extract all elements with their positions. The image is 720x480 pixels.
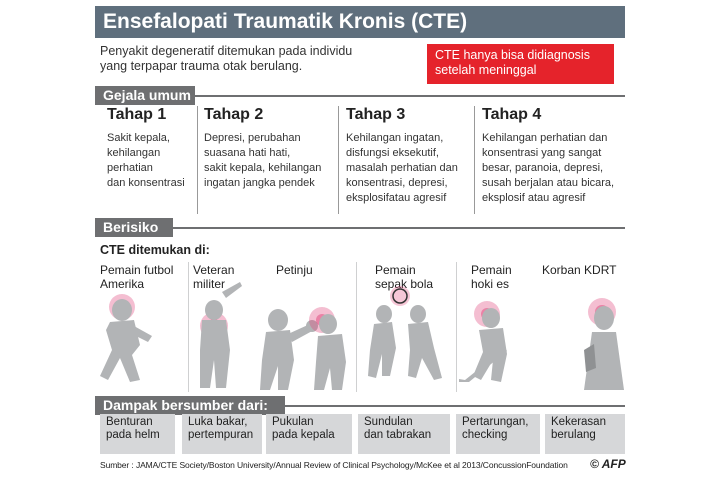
impact-item-line: Pukulan	[272, 416, 314, 428]
stage-4-line: besar, paranoia, depresi,	[482, 162, 604, 174]
football-player-icon	[100, 280, 180, 390]
category-label-line: Petinju	[276, 263, 313, 277]
impact-item-line: Luka bakar,	[188, 416, 248, 428]
symptoms-header-line	[195, 95, 625, 97]
stage-4-title: Tahap 4	[482, 106, 542, 123]
impact-item-line: Kekerasan	[551, 416, 606, 428]
hockey-player-icon	[455, 280, 530, 392]
stage-3-description	[346, 131, 474, 206]
stage-3	[346, 106, 474, 216]
category-label	[276, 263, 313, 277]
stage-4-line: konsentrasi yang sangat	[482, 147, 602, 159]
stage-divider	[474, 106, 475, 214]
impact-item-line: Sundulan	[364, 416, 413, 428]
infographic-title: Ensefalopati Traumatik Kronis (CTE)	[95, 6, 625, 38]
impact-item	[358, 414, 450, 454]
category-divider	[188, 262, 189, 392]
stage-1-line: perhatian	[107, 162, 153, 174]
category-label-line: Pemain	[375, 263, 416, 277]
stage-1-line: dan konsentrasi	[107, 177, 185, 189]
impact-item-line: berulang	[551, 429, 596, 441]
stage-3-title: Tahap 3	[346, 106, 406, 123]
stage-2-line: Depresi, perubahan	[204, 132, 301, 144]
impact-item	[182, 414, 262, 454]
diagnosis-alert	[427, 44, 614, 84]
impact-item-line: Benturan	[106, 416, 153, 428]
stage-2-line: suasana hati hati,	[204, 147, 291, 159]
impact-item	[266, 414, 352, 454]
risk-header-line	[173, 227, 625, 229]
stage-2	[204, 106, 338, 216]
stage-4	[482, 106, 627, 216]
stage-3-line: Kehilangan ingatan,	[346, 132, 444, 144]
category-label	[542, 263, 616, 277]
category-label-line: Veteran	[193, 263, 235, 277]
impact-item-line: checking	[462, 429, 508, 441]
stage-1	[107, 106, 199, 216]
stage-3-line: eksplosifatau agresif	[346, 192, 447, 204]
category-label-line: militer	[193, 277, 225, 291]
stage-2-line: ingatan jangka pendek	[204, 177, 315, 189]
category-label-line: Pemain	[471, 263, 512, 277]
impact-item	[456, 414, 540, 454]
subtitle-line-2: yang terpapar trauma otak berulang.	[100, 59, 303, 73]
stage-divider	[197, 106, 198, 214]
stage-4-line: susah berjalan atau bicara,	[482, 177, 615, 189]
symptoms-header: Gejala umum	[95, 86, 195, 105]
risk-header: Berisiko	[95, 218, 173, 237]
impact-item-line: pertempuran	[188, 429, 254, 441]
impact-header-line	[285, 405, 625, 407]
domestic-violence-victim-icon	[570, 280, 630, 392]
stage-3-line: masalah perhatian dan	[346, 162, 458, 174]
stage-1-line: Sakit kepala,	[107, 132, 170, 144]
boxers-icon	[250, 280, 355, 392]
impact-item-line: dan tabrakan	[364, 429, 432, 441]
stage-1-line: kehilangan	[107, 147, 161, 159]
stage-4-line: eksplosif atau agresif	[482, 192, 586, 204]
stage-2-line: sakit kepala, kehilangan	[204, 162, 322, 174]
soccer-players-icon	[360, 278, 455, 393]
subtitle-line-1: Penyakit degeneratif ditemukan pada individu	[100, 44, 353, 58]
category-label-line: Pemain futbol	[100, 263, 174, 277]
impact-item-line: pada helm	[106, 429, 160, 441]
category-label-line: sepak bola	[375, 277, 434, 291]
impact-item	[100, 414, 175, 454]
stage-1-title: Tahap 1	[107, 106, 167, 123]
impact-item	[545, 414, 625, 454]
category-label-line: Korban KDRT	[542, 263, 617, 277]
afp-credit: AFP	[601, 457, 626, 471]
stage-4-line: Kehilangan perhatian dan	[482, 132, 608, 144]
stage-2-title: Tahap 2	[204, 106, 264, 123]
subtitle	[100, 44, 420, 74]
stage-3-line: disfungsi eksekutif,	[346, 147, 439, 159]
stage-2-description	[204, 131, 338, 191]
soldier-icon	[192, 280, 252, 392]
category-divider	[356, 262, 357, 392]
alert-line-1: CTE hanya bisa didiagnosis	[435, 48, 590, 62]
impact-header: Dampak bersumber dari:	[95, 396, 285, 415]
found-label: CTE ditemukan di:	[100, 243, 210, 257]
stage-1-description	[107, 131, 199, 191]
stage-3-line: konsentrasi, depresi,	[346, 177, 448, 189]
alert-line-2: setelah meninggal	[435, 63, 537, 77]
impact-item-line: pada kepala	[272, 429, 335, 441]
afp-logo: © AFP	[590, 457, 626, 471]
stage-4-description	[482, 131, 627, 206]
category-label-line: Amerika	[100, 277, 145, 291]
category-label-line: hoki es	[471, 277, 510, 291]
impact-item-line: Pertarungan,	[462, 416, 529, 428]
source-note: Sumber : JAMA/CTE Society/Boston University/Annual Review of Clinical Psychology/McKee et al 2013/ConcussionFoundation	[100, 460, 568, 470]
stage-divider	[338, 106, 339, 214]
